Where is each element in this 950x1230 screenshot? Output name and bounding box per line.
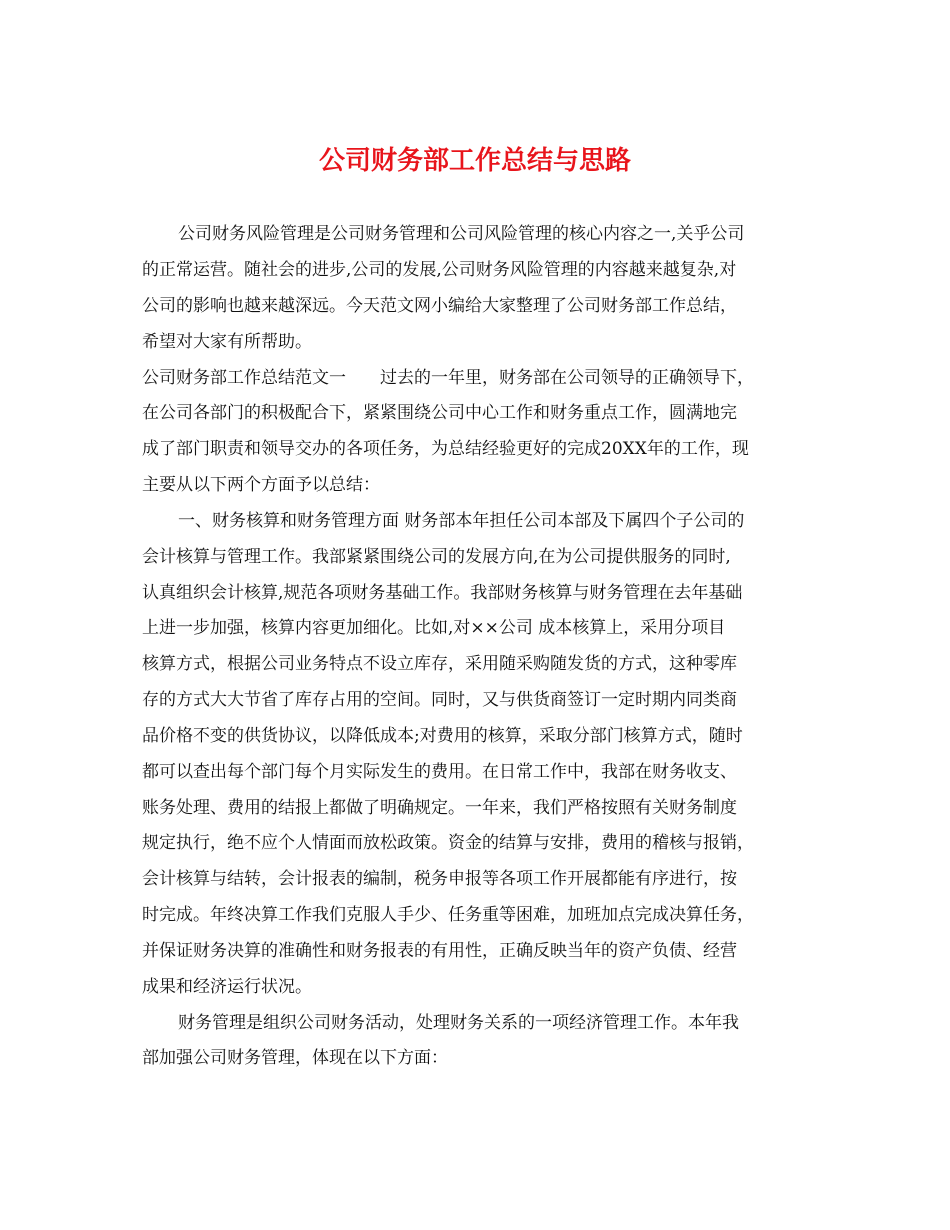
paragraph-line: 成了部门职责和领导交办的各项任务，为总结经验更好的完成20XX年的工作，现	[142, 439, 749, 459]
paragraph-line: 在公司各部门的积极配合下，紧紧围绕公司中心工作和财务重点工作，圆满地完	[142, 403, 737, 423]
paragraph-line: 品价格不变的供货协议，以降低成本;对费用的核算，采取分部门核算方式，随时	[142, 726, 743, 746]
paragraph-line: 的正常运营。随社会的进步,公司的发展,公司财务风险管理的内容越来越复杂,对	[142, 260, 737, 280]
paragraph-line: 部加强公司财务管理，体现在以下方面：	[142, 1048, 448, 1068]
paragraph-line: 核算方式，根据公司业务特点不设立库存，采用随采购随发货的方式，这种零库	[142, 654, 737, 674]
paragraph-line: 一、财务核算和财务管理方面 财务部本年担任公司本部及下属四个子公司的	[178, 511, 745, 531]
paragraph-line: 上进一步加强，核算内容更加细化。比如,对××公司 成本核算上，采用分项目	[142, 618, 726, 638]
paragraph-line: 希望对大家有所帮助。	[142, 332, 312, 352]
paragraph-line: 财务管理是组织公司财务活动，处理财务关系的一项经济管理工作。本年我	[178, 1013, 739, 1033]
paragraph-line: 公司的影响也越来越深远。今天范文网小编给大家整理了公司财务部工作总结，	[142, 296, 737, 316]
document-title: 公司财务部工作总结与思路	[318, 146, 631, 176]
paragraph-line: 时完成。年终决算工作我们克服人手少、任务重等困难，加班加点完成决算任务，	[142, 905, 754, 925]
paragraph-line: 并保证财务决算的准确性和财务报表的有用性，正确反映当年的资产负债、经营	[142, 941, 737, 961]
paragraph-line: 成果和经济运行状况。	[142, 977, 312, 997]
paragraph-line: 存的方式大大节省了库存占用的空间。同时，又与供货商签订一定时期内同类商	[142, 690, 737, 710]
paragraph-line: 会计核算与结转，会计报表的编制，税务申报等各项工作开展都能有序进行，按	[142, 869, 737, 889]
paragraph-line: 认真组织会计核算,规范各项财务基础工作。我部财务核算与财务管理在去年基础	[142, 583, 743, 603]
paragraph-line: 规定执行，绝不应个人情面而放松政策。资金的结算与安排，费用的稽核与报销，	[142, 833, 754, 853]
paragraph-line: 都可以查出每个部门每个月实际发生的费用。在日常工作中，我部在财务收支、	[142, 762, 737, 782]
paragraph-line: 主要从以下两个方面予以总结：	[142, 475, 380, 495]
paragraph-line: 账务处理、费用的结报上都做了明确规定。一年来，我们严格按照有关财务制度	[142, 798, 737, 818]
paragraph-line: 公司财务部工作总结范文一 过去的一年里，财务部在公司领导的正确领导下，	[142, 368, 754, 388]
paragraph-line: 会计核算与管理工作。我部紧紧围绕公司的发展方向,在为公司提供服务的同时,	[142, 547, 731, 567]
paragraph-line: 公司财务风险管理是公司财务管理和公司风险管理的核心内容之一,关乎公司	[178, 224, 745, 244]
